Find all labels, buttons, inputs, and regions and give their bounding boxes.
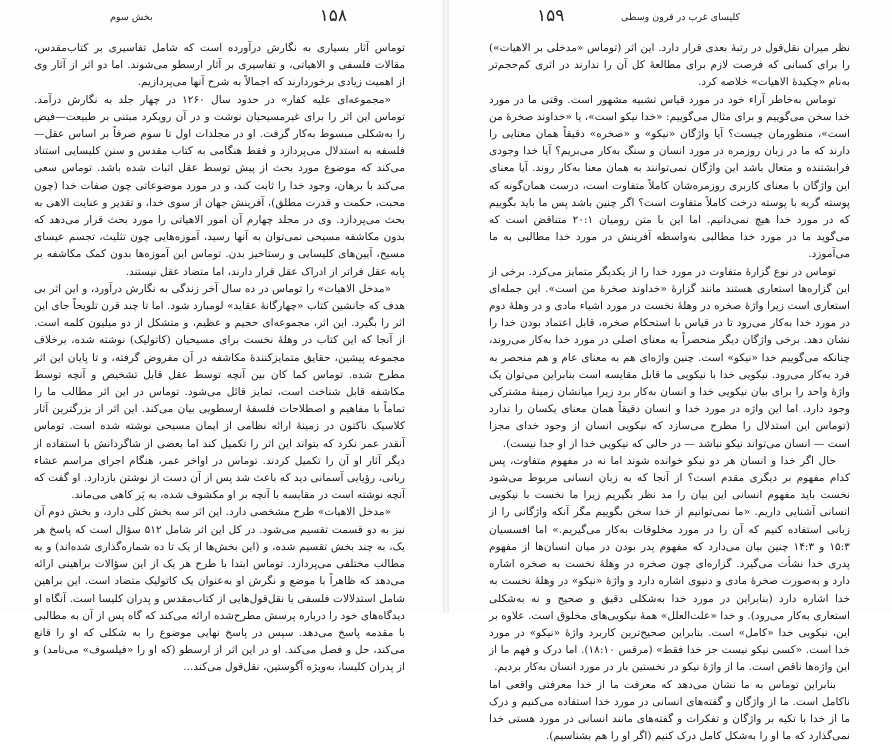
paragraph: توماس آثار بسیاری به نگارش درآورده است که شامل تفاسیری بر کتاب‌مقدس، مقالات فلسفی و الاهیاتی، و تفاسیری بر آثار ارسطو می‌شوند. اما دو اثر از آثار وی از اهمیت زیادی برخوردارند که اجمالاً به شرح آنها می‌پردازیم. (34, 42, 405, 89)
paragraph: حال اگر خدا و انسان هر دو نیکو خوانده شوند اما نه در مفهوم متفاوت، پس کدام مفهوم بر دیگری مقدم است؟ از آنجا که به زبان انسانی مربوط می‌شود نخست باید مفهوم انسانی این بیان را مد نظر بگیریم زیرا ما نخست با نیکویی انسانی آشنایی داریم. «ما نمی‌توانیم از خدا سخن بگوییم مگر آنکه واژگانی را از زبانی استفاده کنیم که آن را در مورد مخلوقات به‌کار می‌گیریم.» اما افسسیان ۱۵:۳ و ۱۴:۳ چنین بیان می‌دارد که مفهوم پدر بودن در میان انسان‌ها از مفهوم پدری خدا نشأت می‌گیرد. گزاره‌ای چون صخره در وهلهٔ نخست به صخره اشاره دارد و به‌صورت صخرهٔ مادی و دنیوی اشاره دارد و واژهٔ «نیکو» در وهلهٔ نخست به خدا اشاره دارد (بنابراین در مورد خدا به‌شکلی دقیق و صحیح و نه به‌شکلی استعاری به‌کار می‌رود). و خدا «علت‌العلل» همهٔ نیکویی‌های مخلوق است. علاوه بر این، نیکویی خدا «کامل» است. بنابراین صحیح‌ترین کاربرد واژهٔ «نیکو» در مورد خدا است. «کسی نیکو نیست جز خدا فقط» (مرقس ۱۸:۱۰). اما درک و فهم ما از این واژه‌ها ناقص است. ما از واژهٔ نیکو در نخستین بار در مورد انسان به‌کار بردیم. (489, 454, 850, 674)
paragraph: توماس به‌خاطر آراء خود در مورد قیاس تشبیه مشهور است. وقتی ما در مورد خدا سخن می‌گوییم و برای مثال می‌گوییم: «خدا نیکو است»، یا «خداوند صخرهٔ من است»، منظورمان چیست؟ آیا واژگان «نیکو» و «صخره» دقیقاً همان معنایی را دارند که ما در زبان روزمره در مورد انسان و سنگ به‌کار می‌بریم؟ آیا خدا وجودی فرابشتنده و متعال باشد این واژگان نمی‌توانند به همان معنا به‌کار روند. آیا معنای این واژگان با معنای کاربری روزمره‌شان کاملاً متفاوت است، درست همان‌گونه که پوسته گربه با پوسته درخت کاملاً متفاوت است؟ اگر چنین باشد پس ما باید بگوییم که در مورد خدا هیچ نمی‌دانیم. اما این با متن رومیان ۲۰:۱ متناقض است که می‌گوید ما در مورد خدا مطالبی به‌واسطه آفرینش در مورد خدا مطالبی به ما می‌آموزد. (489, 93, 850, 261)
right-page-header (479, 6, 858, 36)
paragraph: «مدخل الاهیات» را توماس در ده سال آخر زندگی به نگارش درآورد، و این اثر بی هدف که جانشین کتاب «چهارگانهٔ عقاید» لومبارد شود. اما تا چند قرن تلویحاً جای این اثر را بگیرد. این اثر، مجموعه‌ای حجیم و عظیم، و متشکل از دو میلیون کلمه است. از آنجا که این کتاب در وهلهٔ نخست برای مسیحیان (کاتولیک) نوشته شده، برخلاف مجموعه پیشین، حقایق متمایزکنندهٔ مکاشفه در آن مفروض گرفته، و تا پایان این اثر مطرح شده. توماس کما کان بین آنچه توسط عقل قابل تشخیص و آنچه توسط مکاشفه قابل شناخت است، تمایز قائل می‌شود. توماس در این اثر مطالب ما را تماماً با مفاهیم و اصطلاحات فلسفهٔ ارسطویی بیان می‌کند. این اثر از بزرگترین آثار کلاسیک ناکتون در زمینهٔ ارائه نظامی از ایمان مسیحی نوشته شده است. توماس آنقدر عمر نکرد که بتواند این اثر را تکمیل کند اما بعضی از شاگردانش با استفاده از دیگر آثار او آن را تکمیل کردند. توماس در اواخر عمر، هنگام اجرای مراسم عشاء ربانی، رؤیایی آسمانی دید که باعث شد پس از آن دست از نوشتن بازدارد. او گفت که آنچه نوشته است در مقایسه با آنچه بر او مکشوف شده، به پَر کاهی می‌ماند. (34, 282, 405, 502)
paragraph: توماس در نوع گزارهٔ متفاوت در مورد خدا را از یکدیگر متمایز می‌کرد. برخی از این گزاره‌ها استعاری هستند مانند گزارهٔ «خداوند صخرهٔ من است». این جمله‌ای استعاری است زیرا واژهٔ صخره در وهلهٔ نخست در مورد اشیاء مادی و در وهلهٔ دوم در مورد خدا به‌کار می‌رود تا در قیاس با استحکام صخره، قابل اعتماد بودن خدا را نشان دهد. برخی واژگان دیگر منحصراً به معنای اصلی در مورد خدا به‌کار می‌روند، چنانکه می‌گوییم خدا «نیکو» است. چنین واژه‌ای هم به معنای عام و هم منحصر به فرد به‌کار می‌رود. نیکویی خدا با نیکویی ما قابل مقایسه است بنابراین می‌توان یک واژهٔ واحد را برای بیان نیکویی خدا و انسان به‌کار برد زیرا میانشان زمینهٔ مشترکی وجود دارد. اما این واژه در مورد خدا و انسان دقیقاً همان معنای یکسان را ندارد (توماس این استدلال را مطرح می‌سازد که نیکویی انسان از وجود خدای مجزا است — انسان می‌تواند نیکو نباشد — در حالی که نیکویی خدا از او جدا نیست). (489, 265, 850, 450)
page-number: ۱۵۸ (319, 6, 347, 26)
running-title: کلیسای غرب در قرون وسطی (621, 12, 740, 23)
paragraph: نظر میران نقل‌قول در رتبهٔ بعدی قرار دارد. این اثر (توماس «مدخلی بر الاهیات») را برای کسانی که فرصت لازم برای مطالعهٔ کل آن را ندارند در اثری کم‌حجم‌تر به‌نام «چکیدهٔ الاهیات» خلاصه کرد. (489, 42, 850, 89)
left-page-body (34, 40, 405, 677)
paragraph: «مدخل الاهیات» طرح مشخصی دارد. این اثر سه بخش کلی دارد، و بخش دوم آن نیز به دو قسمت تقسیم می‌شود. در کل این اثر شامل ۵۱۲ سؤال است که پاسخ هر یک، به چند بخش تقسیم شده، و (این بخش‌ها از یک تا ده شماره‌گذاری شده‌اند) و به مطالب مختلفی می‌پردازد. توماس ابتدا با طرح هر یک از این سؤالات براهینی ارائه می‌دهد که ظاهراً با موضع و نگرش او به‌عنوان یک کاتولیک متضاد است. این براهین شامل استدلالات فلسفی یا نقل‌قول‌هایی از کتاب‌مقدس و پدران کلیسا است. آنگاه او دیدگاه‌های خود را درباره پرسش مطرح‌شده ارائه می‌کند که گاه پس از آن به مطالبی با مقدمه پاسخ می‌دهد. سپس در پاسخ نهایی موضوع را به شکلی که او را قانع می‌کند، حل و فصل می‌کند. او در این اثر از ارسطو (که او را «فیلسوف» می‌نامد) و از پدران کلیسا، به‌ویژه آگوستین، نقل‌قول می‌کند... (34, 506, 405, 674)
right-page (449, 0, 892, 743)
right-page-body (489, 40, 850, 745)
running-title: بخش سوم (110, 12, 153, 23)
paragraph: «مجموعه‌ای علیه کفار» در حدود سال ۱۲۶۰ در چهار جلد به نگارش درآمد. توماس این اثر را برای غیرمسیحیان نوشت و در آن رویکرد مبتنی بر طبیعت—فیض را به‌شکلی مبسوط به‌کار گرفت. او در مجلدات اول تا سوم صرفاً بر اساس عقل—فلسفه به استدلال می‌پردازد و فقط هنگامی به کتاب مقدس و سنن کلیسایی استناد می‌کند که موضوع مورد بحث از پیش توسط عقل اثبات شده باشد. توماس سعی می‌کند با برهان، وجود خدا را ثابت کند، و در مورد موضوعاتی چون صفات خدا (چون محبت، حکمت و قدرت مطلق)، آفرینش جهان از سوی خدا، و تقدیر و عنایت الاهی به بحث می‌پردازد. وی در مجلد چهارم آن امور الاهیاتی را مورد بحث قرار می‌دهد که بدون مکاشفه مسیحی نمی‌توان به آنها رسید، آموزه‌هایی چون تثلیث، تجسم عیسای مسیح، آیین‌های کلیسایی و رستاخیز بدن. توماس این آموزه‌ها بدون کمک مکاشفه بر پایه عقل فراتر از ادراک عقل قرار دارند، اما متضاد عقل نیستند. (34, 93, 405, 278)
paragraph: بنابراین توماس به ما نشان می‌دهد که معرفت ما از خدا معرفتی واقعی اما ناکامل است. ما از واژگان و گفته‌های انسانی در مورد خدا استفاده می‌کنیم و درک ما از خدا با تکیه بر واژگان و تفکرات و گفته‌های مانند انسانی در مورد هستی خدا نمی‌گذارد که ما او را به‌شکل کامل درک کنیم (اگر او را هم بشناسیم). (489, 678, 850, 743)
page-number: ۱۵۹ (537, 6, 565, 26)
left-page (0, 0, 444, 674)
left-page-header (30, 6, 409, 36)
